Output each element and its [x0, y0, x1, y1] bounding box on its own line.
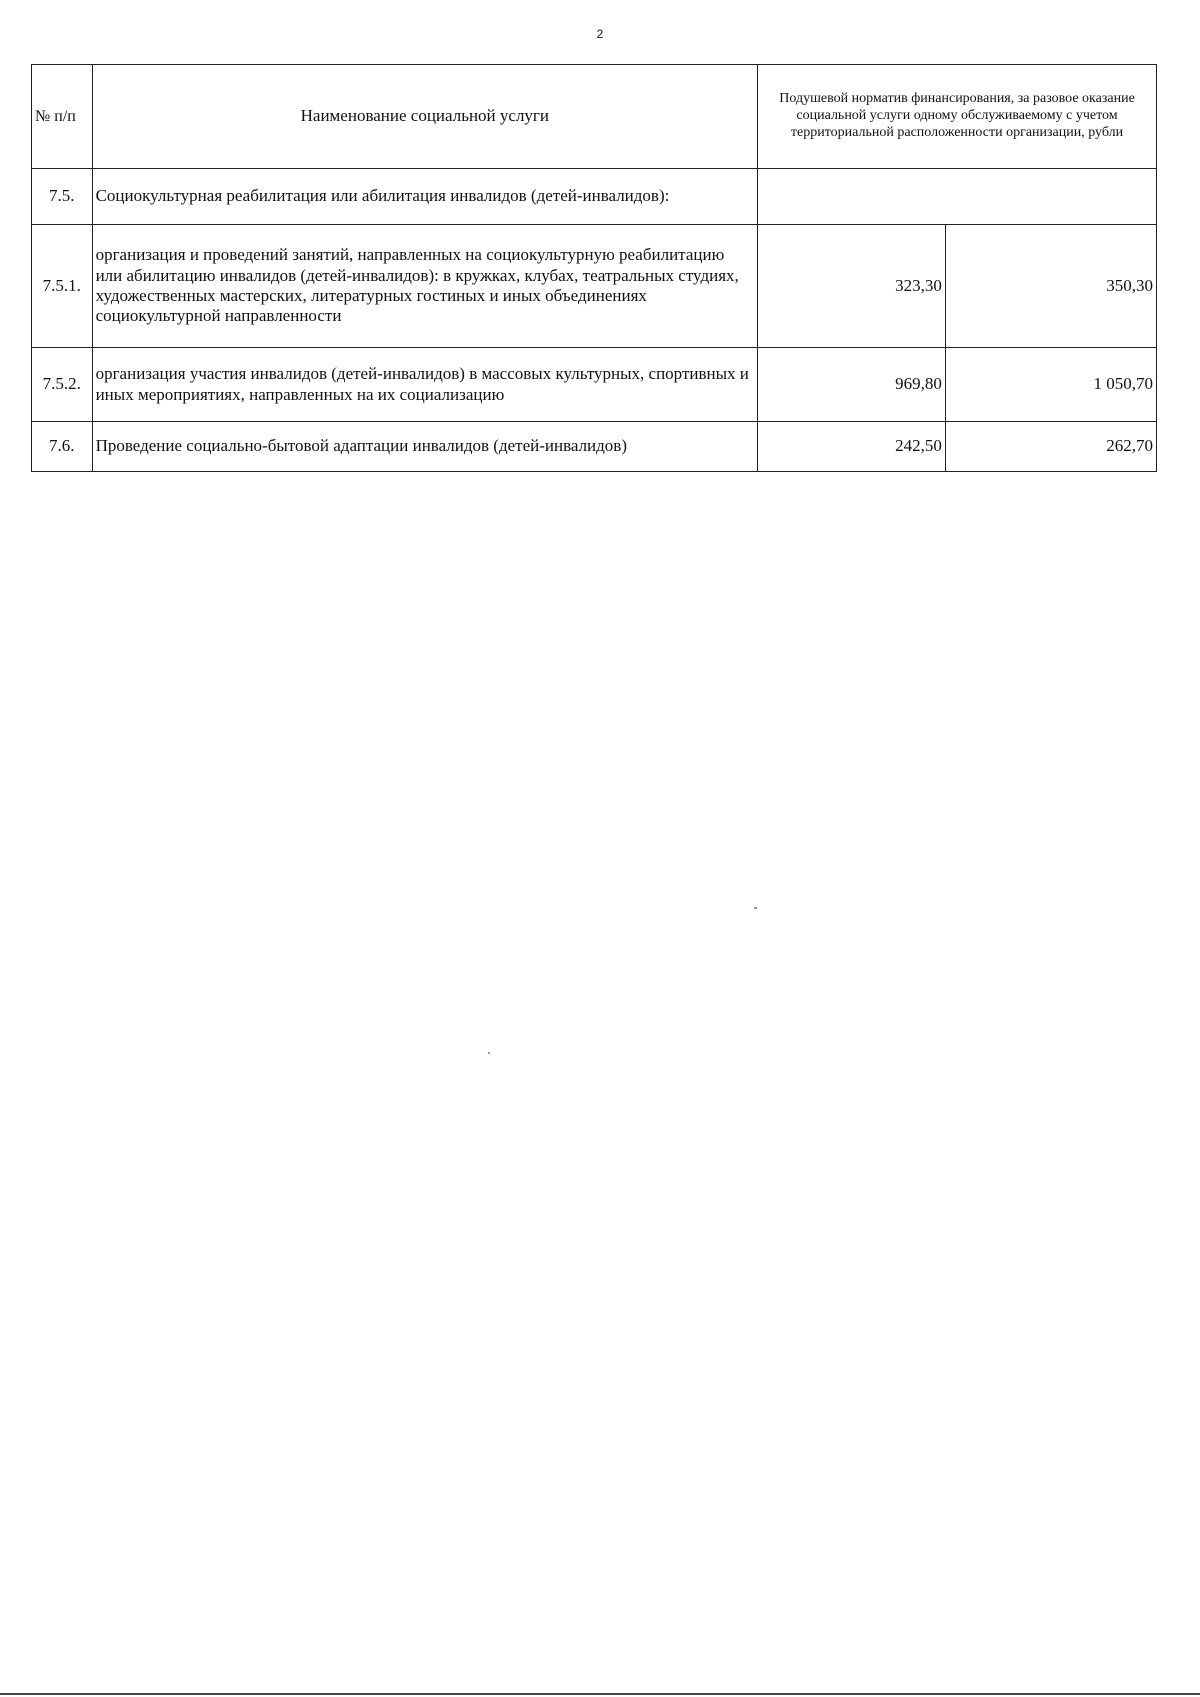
row-service-name: Проведение социально-бытовой адаптации инвалидов (детей-инвалидов) — [92, 422, 757, 472]
row-service-name: организация и проведений занятий, направленных на социокультурную реабилитацию или абилитацию инвалидов (детей-инвалидов): в кружках, клубах, театральных студиях, художественных мастерских, литературных гостиных и иных объединениях социокультурной направленности — [92, 225, 757, 348]
services-table — [31, 64, 1157, 472]
row-number: 7.5.1. — [32, 225, 93, 348]
row-service-name: Социокультурная реабилитация или абилитация инвалидов (детей-инвалидов): — [92, 169, 757, 225]
row-value-2: 1 050,70 — [945, 348, 1156, 422]
header-number: № п/п — [32, 65, 93, 169]
header-financing-norm: Подушевой норматив финансирования, за разовое оказание социальной услуги одному обслуживаемому с учетом территориальной расположенности организации, рубли — [758, 65, 1157, 169]
scan-edge-line — [0, 1693, 1200, 1695]
table-row — [32, 225, 1157, 348]
table-row — [32, 169, 1157, 225]
table-header-row — [32, 65, 1157, 169]
scan-speck — [488, 1052, 490, 1054]
row-value-1: 323,30 — [758, 225, 946, 348]
table-row — [32, 422, 1157, 472]
header-service-name: Наименование социальной услуги — [92, 65, 757, 169]
row-service-name: организация участия инвалидов (детей-инвалидов) в массовых культурных, спортивных и иных мероприятиях, направленных на их социализацию — [92, 348, 757, 422]
scan-speck — [754, 907, 757, 909]
row-number: 7.5. — [32, 169, 93, 225]
row-value-1: 242,50 — [758, 422, 946, 472]
row-value-empty — [758, 169, 1157, 225]
row-number: 7.5.2. — [32, 348, 93, 422]
row-number: 7.6. — [32, 422, 93, 472]
row-value-2: 262,70 — [945, 422, 1156, 472]
page-number: 2 — [596, 27, 604, 41]
row-value-1: 969,80 — [758, 348, 946, 422]
table-row — [32, 348, 1157, 422]
row-value-2: 350,30 — [945, 225, 1156, 348]
